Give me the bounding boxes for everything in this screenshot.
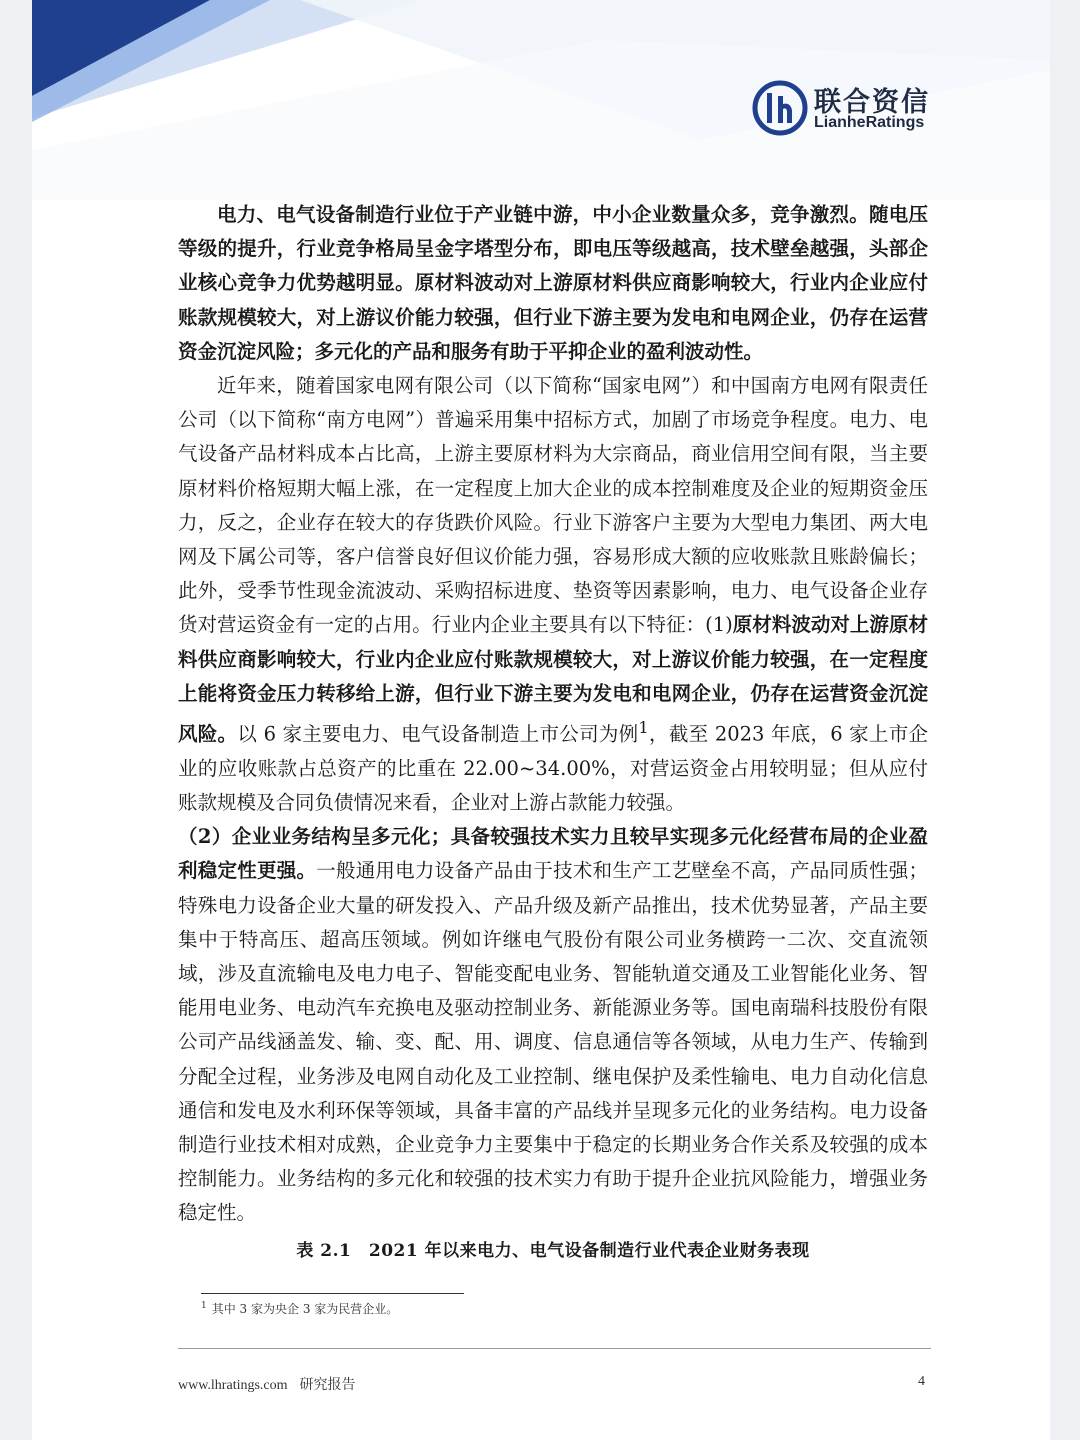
page-left-edge (0, 0, 32, 1440)
summary-bold-text: 电力、电气设备制造行业位于产业链中游，中小企业数量众多，竞争激烈。随电压等级的提升，行业竞争格局呈金字塔型分布，即电压等级越高，技术壁垒越强，头部企业核心竞争力优势越明显。原材料波动对上游原材料供应商影响较大，行业内企业应付账款规模较大，对上游议价能力较强，但行业下游主要为发电和电网企业，仍存在运营资金沉淀风险；多元化的产品和服务有助于平抑企业的盈利波动性。 (178, 203, 928, 363)
page-right-edge (1050, 0, 1080, 1440)
footnote-divider (201, 1293, 464, 1294)
features-text-a: 近年来，随着国家电网有限公司（以下简称“国家电网”）和中国南方电网有限责任公司（以下简称“南方电网”）普遍采用集中招标方式，加剧了市场竞争程度。电力、电气设备产品材料成本占比高，上游主要原材料为大宗商品，商业信用空间有限，当主要原材料价格短期大幅上涨，在一定程度上加大企业的成本控制难度及企业的短期资金压力，反之，企业存在较大的存货跌价风险。行业下游客户主要为大型电力集团、两大电网及下属公司等，客户信誉良好但议价能力强，容易形成大额的应收账款且账龄偏长；此外，受季节性现金流波动、采购招标进度、垫资等因素影响，电力、电气设备企业存货对营运资金有一定的占用。行业内企业主要具有以下特征：(1) (178, 374, 928, 637)
page-number: 4 (918, 1374, 925, 1389)
footer-divider (178, 1348, 931, 1349)
footnote-text: 其中 3 家为央企 3 家为民营企业。 (211, 1302, 399, 1316)
logo-english-name: LianheRatings (814, 114, 925, 131)
table-caption: 表 2.1 2021 年以来电力、电气设备制造行业代表企业财务表现 (296, 1241, 810, 1261)
paragraph-industry-features (178, 369, 928, 820)
diversification-bold: （2）企业业务结构呈多元化；具备较强技术实力且较早实现多元化经营布局的企业盈利稳定性更强。 (178, 825, 928, 883)
features-text-c: ，截至 2023 年底，6 家上市企业的应收账款占总资产的比重在 22.00~34.00%，对营运资金占用较明显；但从应付账款规模及合同负债情况来看，企业对上游占款能力较强。 (178, 722, 928, 814)
lianhe-logo-icon (752, 80, 808, 136)
footer-website: www.lhratings.com (178, 1378, 288, 1393)
logo-chinese-name: 联合资信 (814, 87, 930, 118)
footer-left (178, 1374, 356, 1394)
footnote-mark: 1 (201, 1301, 207, 1311)
paragraph-summary (178, 198, 928, 369)
features-bold-a: 原材料波动对上游原材料供应商影响较大，行业内企业应付账款规模较大，对上游议价能力较强，在一定程度上能将资金压力转移给上游，但行业下游主要为发电和电网企业，仍存在运营资金沉淀风险。 (178, 613, 928, 746)
footnote (201, 1300, 398, 1317)
body-text (178, 198, 928, 1231)
footer-report-label: 研究报告 (299, 1378, 356, 1393)
paragraph-diversification (178, 820, 928, 1230)
footnote-reference: 1 (638, 718, 649, 738)
lianhe-logo (752, 80, 952, 136)
features-text-b: 以 6 家主要电力、电气设备制造上市公司为例 (237, 722, 639, 746)
diversification-text: 一般通用电力设备产品由于技术和生产工艺壁垒不高，产品同质性强；特殊电力设备企业大量的研发投入、产品升级及新产品推出，技术优势显著，产品主要集中于特高压、超高压领域。例如许继电气股份有限公司业务横跨一二次、交直流领域，涉及直流输电及电力电子、智能变配电业务、智能轨道交通及工业智能化业务、智能用电业务、电动汽车充换电及驱动控制业务、新能源业务等。国电南瑞科技股份有限公司产品线涵盖发、输、变、配、用、调度、信息通信等各领域，从电力生产、传输到分配全过程，业务涉及电网自动化及工业控制、继电保护及柔性输电、电力自动化信息通信和发电及水利环保等领域，具备丰富的产品线并呈现多元化的业务结构。电力设备制造行业技术相对成熟，企业竞争力主要集中于稳定的长期业务合作关系及较强的成本控制能力。业务结构的多元化和较强的技术实力有助于提升企业抗风险能力，增强业务稳定性。 (178, 859, 928, 1225)
